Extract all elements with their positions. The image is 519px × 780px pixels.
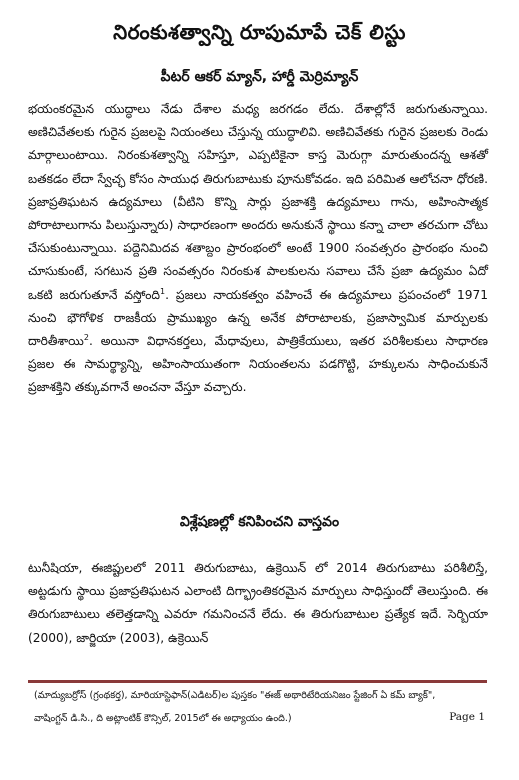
footnote-ref-2: 2 — [83, 332, 89, 342]
footnote-ref-1: 1 — [160, 286, 166, 296]
footer-divider — [28, 680, 487, 683]
document-title: నిరంకుశత్వాన్ని రూపుమాపే చెక్ లిస్టు — [113, 20, 406, 44]
footnote-line-1: (మాద్యుబర్రోస్ (గ్రంథకర్త), మారియాస్టెఫాన్(ఎడిటర్)ల పుస్తకం "ఈజ్ అథారిటేరియనిజం స్టేజింగ్ ఏ కమ్ బ్యాక్", — [34, 690, 436, 701]
section-heading: విశ్లేషణల్లో కనిపించని వాస్తవం — [179, 514, 340, 530]
paragraph-1-text-a: భయంకరమైన యుద్ధాలు నేడు దేశాల మధ్య జరగడం లేదు. దేశాల్లోనే జరుగుతున్నాయి. అణిచివేతలకు గురైన ప్రజలపై నియంతలు చేస్తున్న యుద్ధాలివి. అణిచివేతకు గురైన ప్రజలకు రెండు మార్గాలుంటాయి. నిరంకుశత్వాన్ని సహిస్తూ, ఎప్పటికైనా కాస్త మెరుగ్గా మారుతుందన్న ఆశతో బతకడం లేదా స్వేచ్ఛ కోసం సాయుధ తిరుగుబాటుకు పూనుకోవడం. ఇది పరిమిత ఆలోచనా ధోరణి. ప్రజాప్రతిఘటన ఉద్యమాలు (వీటిని కొన్ని సార్లు ప్రజాశక్తి ఉద్యమాలు గాను, అహింసాత్మక పోరాటాలుగాను పిలుస్తున్నారు) సాధారణంగా అందరు అనుకునే స్థాయి కన్నా చాలా తరచుగా చోటు చేసుకుంటున్నాయి. పద్దెనిమిదవ శతాబ్దం ప్రారంభంలో అంటే 1900 సంవత్సరం ప్రారంభం నుంచి చూసుకుంటే, సగటున ప్రతి సంవత్సరం నిరంకుశ పాలకులను సవాలు చేసే ప్రజా ఉద్యమం ఏదో ఒకటి జరుగుతూనే వస్తోంది — [28, 102, 488, 302]
paragraph-1-text-b: . ప్రజలు నాయకత్వం వహించే ఈ ఉద్యమాలు ప్రపంచంలో 1971 నుంచి భౌగోళిక రాజకీయ ప్రాముఖ్యం ఉన్న అనేక పోరాటాలకు, ప్రజాస్వామిక మార్పులకు దారితీశాయి — [28, 287, 488, 349]
body-paragraph-1 — [28, 98, 488, 400]
paragraph-1-text-c: . అయినా విధానకర్తలు, మేధావులు, పాత్రికేయులు, ఇతర పరిశీలకులు సాధారణ ప్రజల ఈ సామర్థ్యాన్ని, అహింసాయుతంగా నియంతలను పడగొట్టి, హక్కులను సాధించుకునే ప్రజాశక్తిని తక్కువగానే అంచనా వేస్తూ వచ్చారు. — [28, 334, 488, 395]
page-number: Page 1 — [449, 711, 485, 723]
body-paragraph-2: టునీషియా, ఈజిప్టులలో 2011 తిరుగుబాటు, ఉక్రెయిన్ లో 2014 తిరుగుబాటు పరిశీలిస్తే, అట్టడుగు స్థాయి ప్రజాప్రతిఘటన ఎలాంటి దిగ్భ్రాంతికరమైన మార్పులు సాధిస్తుందో తెలుస్తుంది. ఈ తిరుగుబాటులు తలెత్తడాన్ని ఎవరూ గమనించనే లేదు. ఈ తిరుగుబాటుల ప్రత్యేక ఇదే. సెర్బియా (2000), జార్జియా (2003), ఉక్రెయిన్ — [28, 561, 488, 645]
footnote-line-2: వాషింగ్టన్ డి.సి., ది అట్లాంటిక్ కౌన్సిల్, 2015లో ఈ అధ్యాయం ఉంది.) — [34, 713, 292, 724]
document-authors: పీటర్ ఆకర్ మ్యాన్, హార్డీ మెర్రిమ్యాన్ — [160, 69, 359, 85]
